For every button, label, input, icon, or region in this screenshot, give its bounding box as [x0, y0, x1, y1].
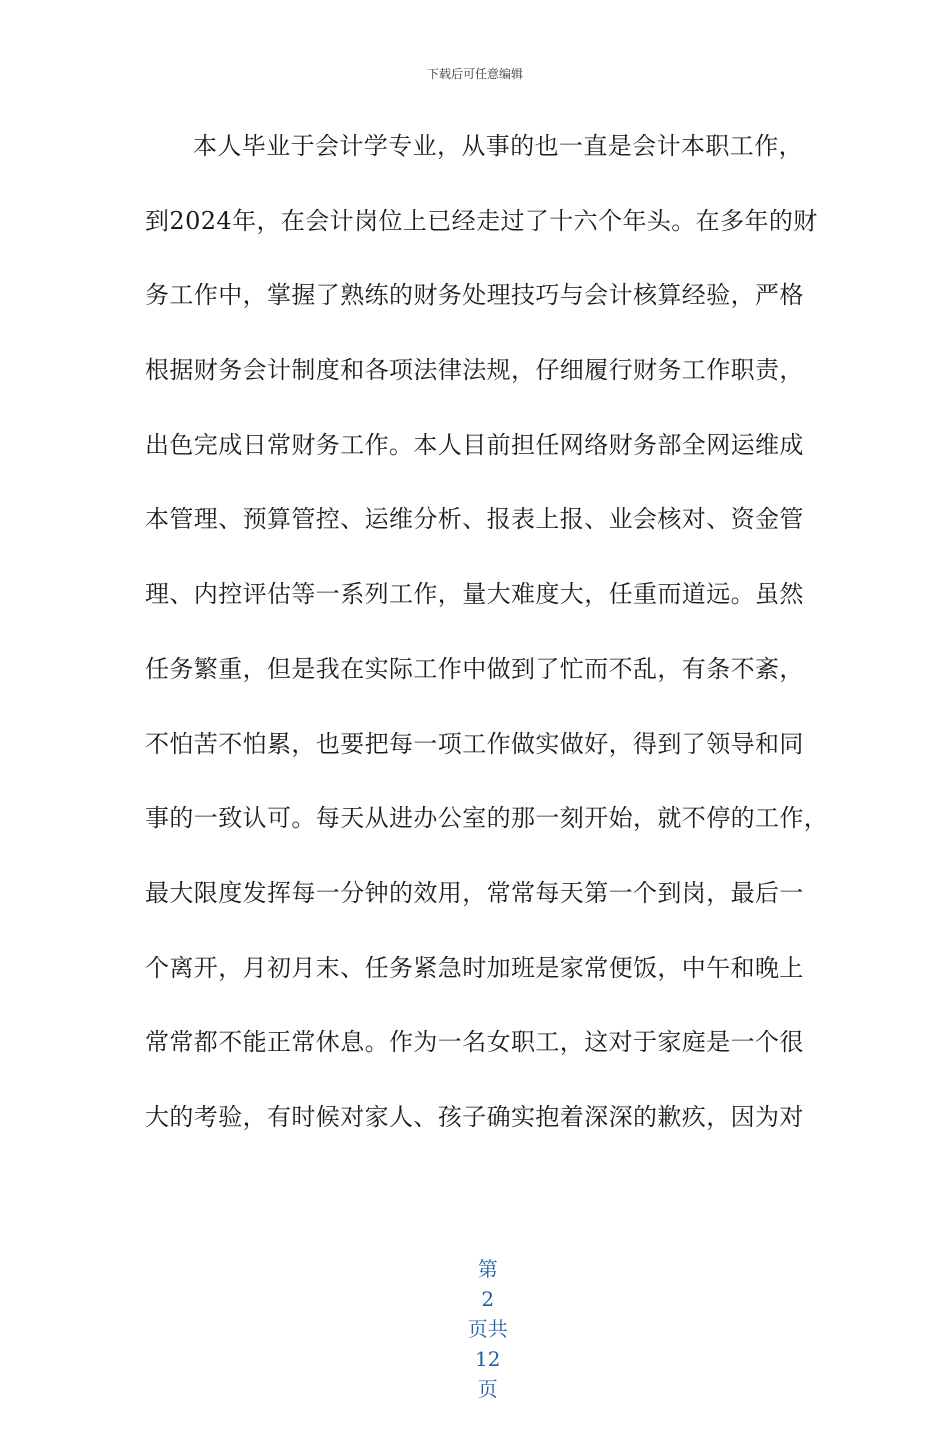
- footer-prefix: 第: [477, 1257, 498, 1281]
- paragraph-line: 到2024年，在会计岗位上已经走过了十六个年头。在多年的财: [145, 206, 818, 235]
- paragraph-line: 理、内控评估等一系列工作，量大难度大，任重而道远。虽然: [145, 580, 804, 609]
- footer-middle: 页共: [467, 1317, 508, 1341]
- paragraph-line: 根据财务会计制度和各项法律法规，仔细履行财务工作职责，: [145, 356, 804, 385]
- footer-total-pages: 12: [474, 1347, 501, 1371]
- paragraph-line: 出色完成日常财务工作。本人目前担任网络财务部全网运维成: [145, 430, 804, 459]
- paragraph-line: 大的考验，有时候对家人、孩子确实抱着深深的歉疚，因为对: [145, 1102, 804, 1131]
- page-header: 下载后可任意编辑: [426, 67, 523, 81]
- paragraph-line: 务工作中，掌握了熟练的财务处理技巧与会计核算经验，严格: [145, 281, 804, 310]
- paragraph-line: 常常都不能正常休息。作为一名女职工，这对于家庭是一个很: [145, 1028, 804, 1057]
- paragraph-line: 不怕苦不怕累，也要把每一项工作做实做好，得到了领导和同: [145, 729, 804, 758]
- paragraph-line: 本管理、预算管控、运维分析、报表上报、业会核对、资金管: [145, 505, 804, 534]
- paragraph-line: 事的一致认可。每天从进办公室的那一刻开始，就不停的工作，: [145, 804, 829, 833]
- paragraph-line: 个离开，月初月末、任务紧急时加班是家常便饭，中午和晚上: [145, 953, 804, 982]
- body-text: [145, 124, 829, 1170]
- paragraph-line: 本人毕业于会计学专业，从事的也一直是会计本职工作，: [193, 132, 803, 160]
- paragraph-line: 任务繁重，但是我在实际工作中做到了忙而不乱，有条不紊，: [145, 654, 804, 683]
- footer-suffix: 页: [477, 1377, 498, 1401]
- page-footer: [0, 1224, 950, 1434]
- footer-page-number: 2: [481, 1287, 495, 1311]
- paragraph-line: 最大限度发挥每一分钟的效用，常常每天第一个到岗，最后一: [145, 878, 804, 907]
